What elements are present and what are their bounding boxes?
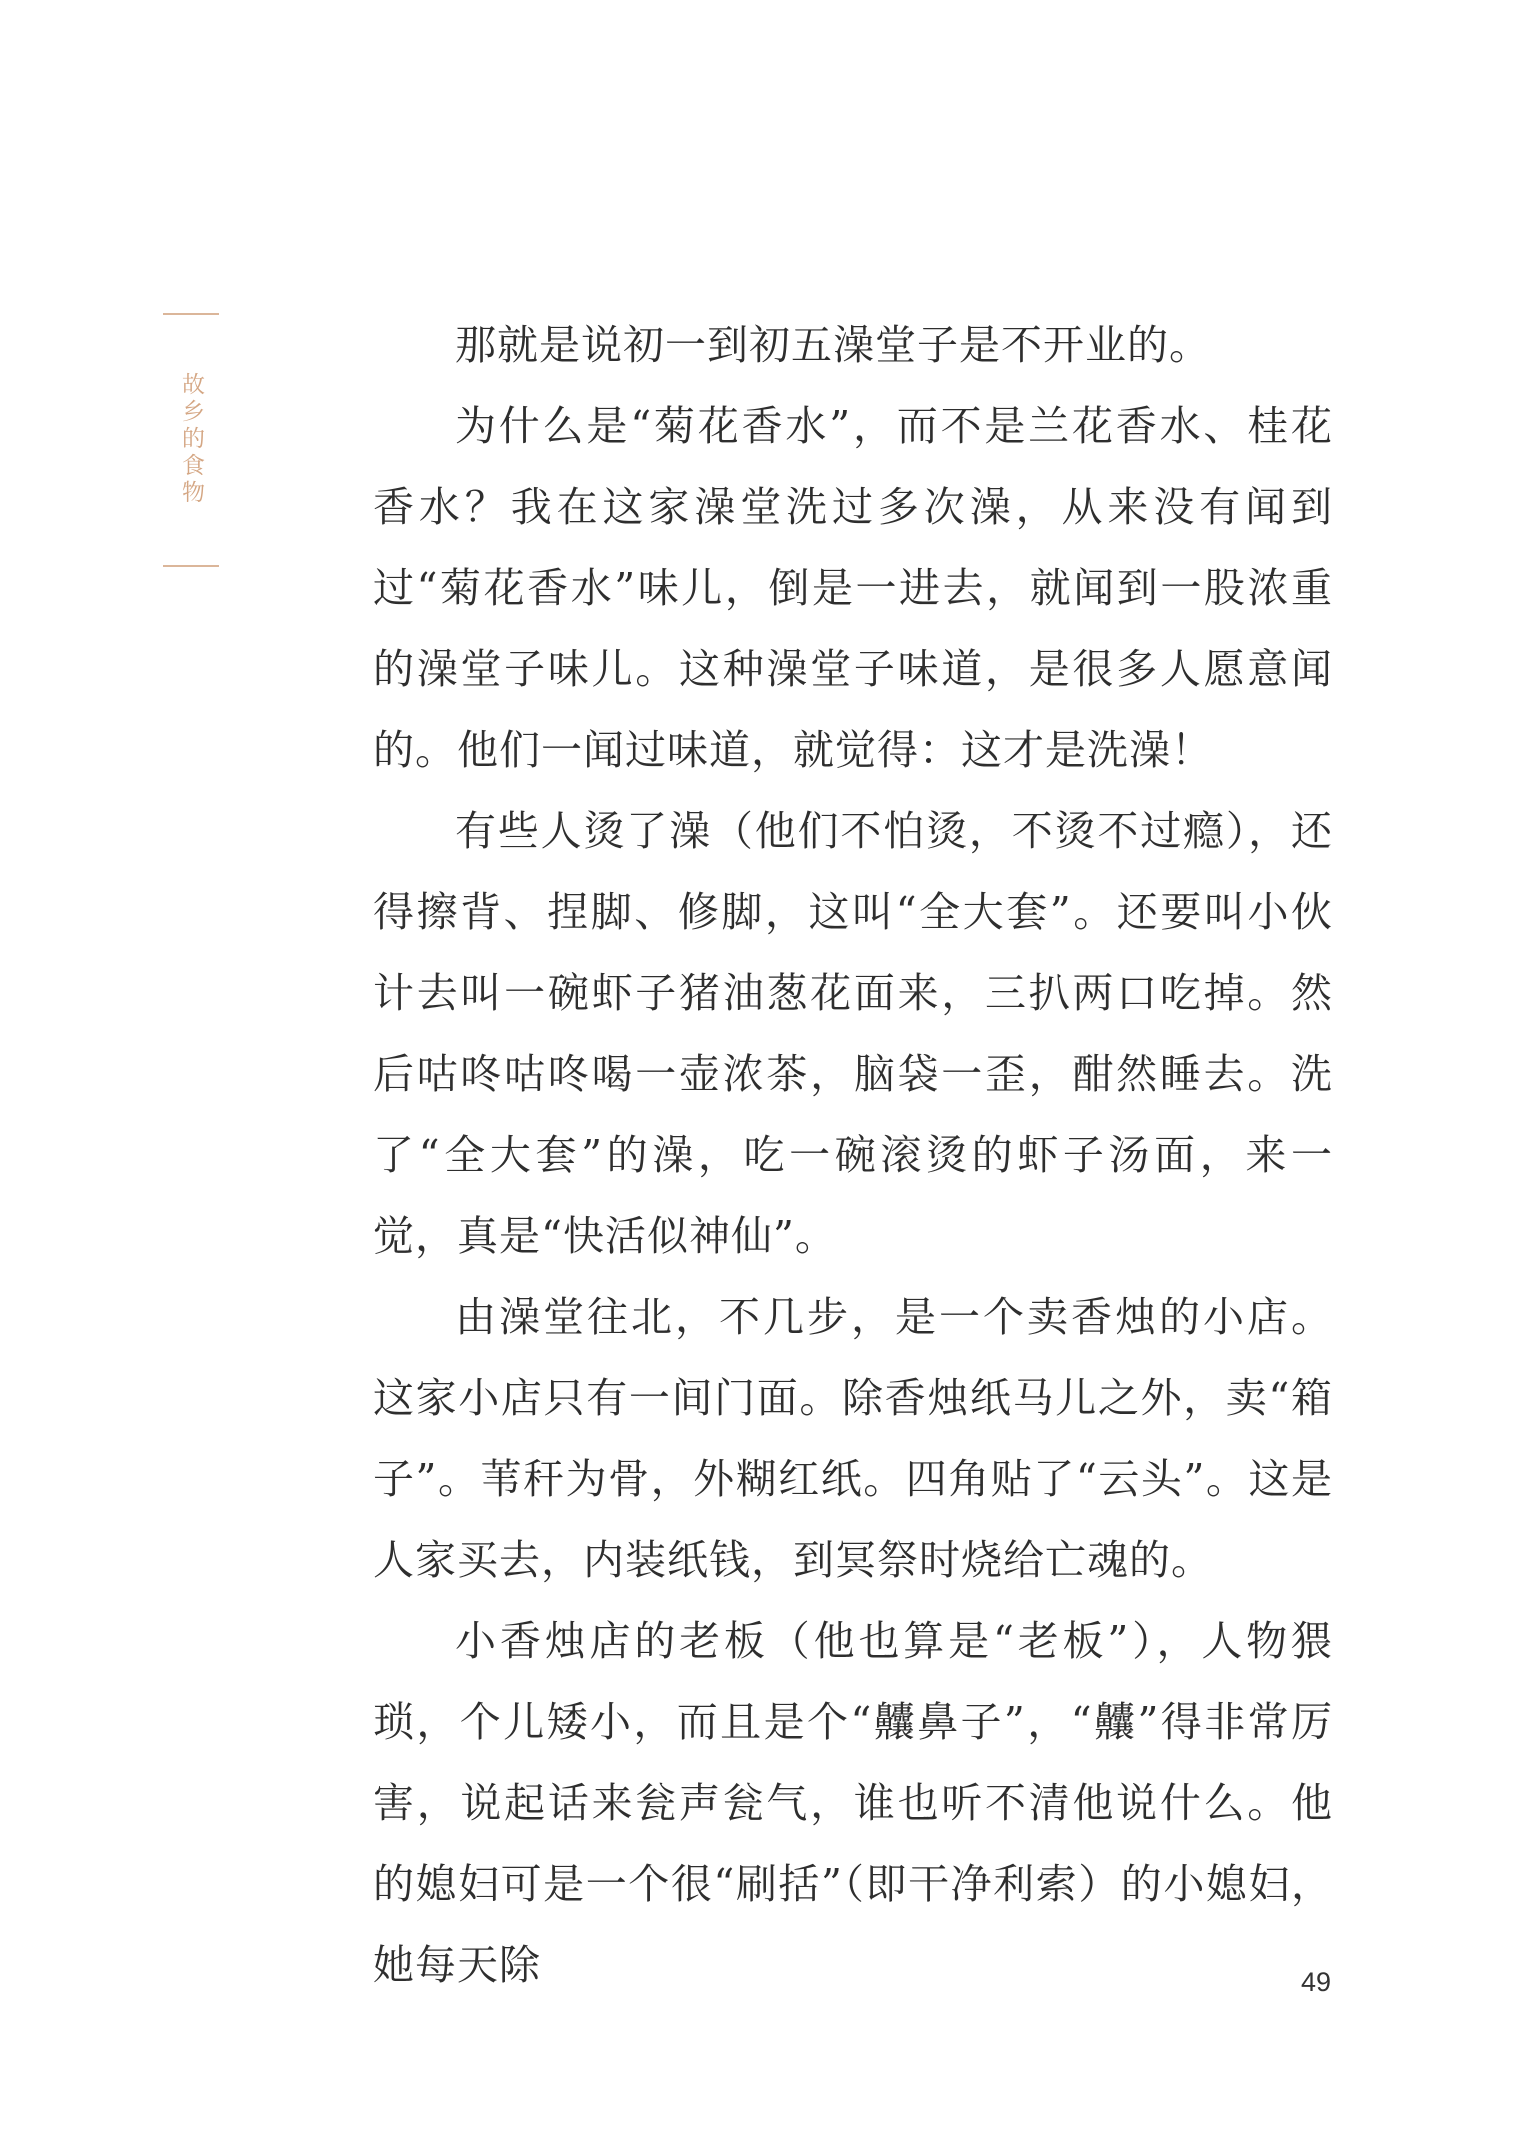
paragraph-5: 小香烛店的老板（他也算是“老板”），人物猥琐，个儿矮小，而且是个“齉鼻子”，“齉”得非常厉害，说起话来瓮声瓮气，谁也听不清他说什么。他的媳妇可是一个很“刷括”（即干净利索）的小媳妇，她每天除 [373,1617,1333,1989]
section-title: 故乡的食物 [178,372,204,507]
paragraph-4: 由澡堂往北，不几步，是一个卖香烛的小店。这家小店只有一间门面。除香烛纸马儿之外，卖“箱子”。苇秆为骨，外糊红纸。四角贴了“云头”。这是人家买去，内装纸钱，到冥祭时烧给亡魂的。 [373,1293,1333,1584]
paragraph-2: 为什么是“菊花香水”，而不是兰花香水、桂花香水？我在这家澡堂洗过多次澡，从来没有闻到过“菊花香水”味儿，倒是一进去，就闻到一股浓重的澡堂子味儿。这种澡堂子味道，是很多人愿意闻的。他们一闻过味道，就觉得：这才是洗澡！ [373,402,1333,774]
sidebar-bottom-rule [163,565,219,567]
paragraph-1: 那就是说初一到初五澡堂子是不开业的。 [455,321,1211,369]
body-text [373,305,1333,2006]
sidebar-top-rule [163,313,219,315]
paragraph-3: 有些人烫了澡（他们不怕烫，不烫不过瘾），还得擦背、捏脚、修脚，这叫“全大套”。还要叫小伙计去叫一碗虾子猪油葱花面来，三扒两口吃掉。然后咕咚咕咚喝一壶浓茶，脑袋一歪，酣然睡去。洗了“全大套”的澡，吃一碗滚烫的虾子汤面，来一觉，真是“快活似神仙”。 [373,807,1333,1260]
page-number: 49 [1301,1967,1332,1997]
